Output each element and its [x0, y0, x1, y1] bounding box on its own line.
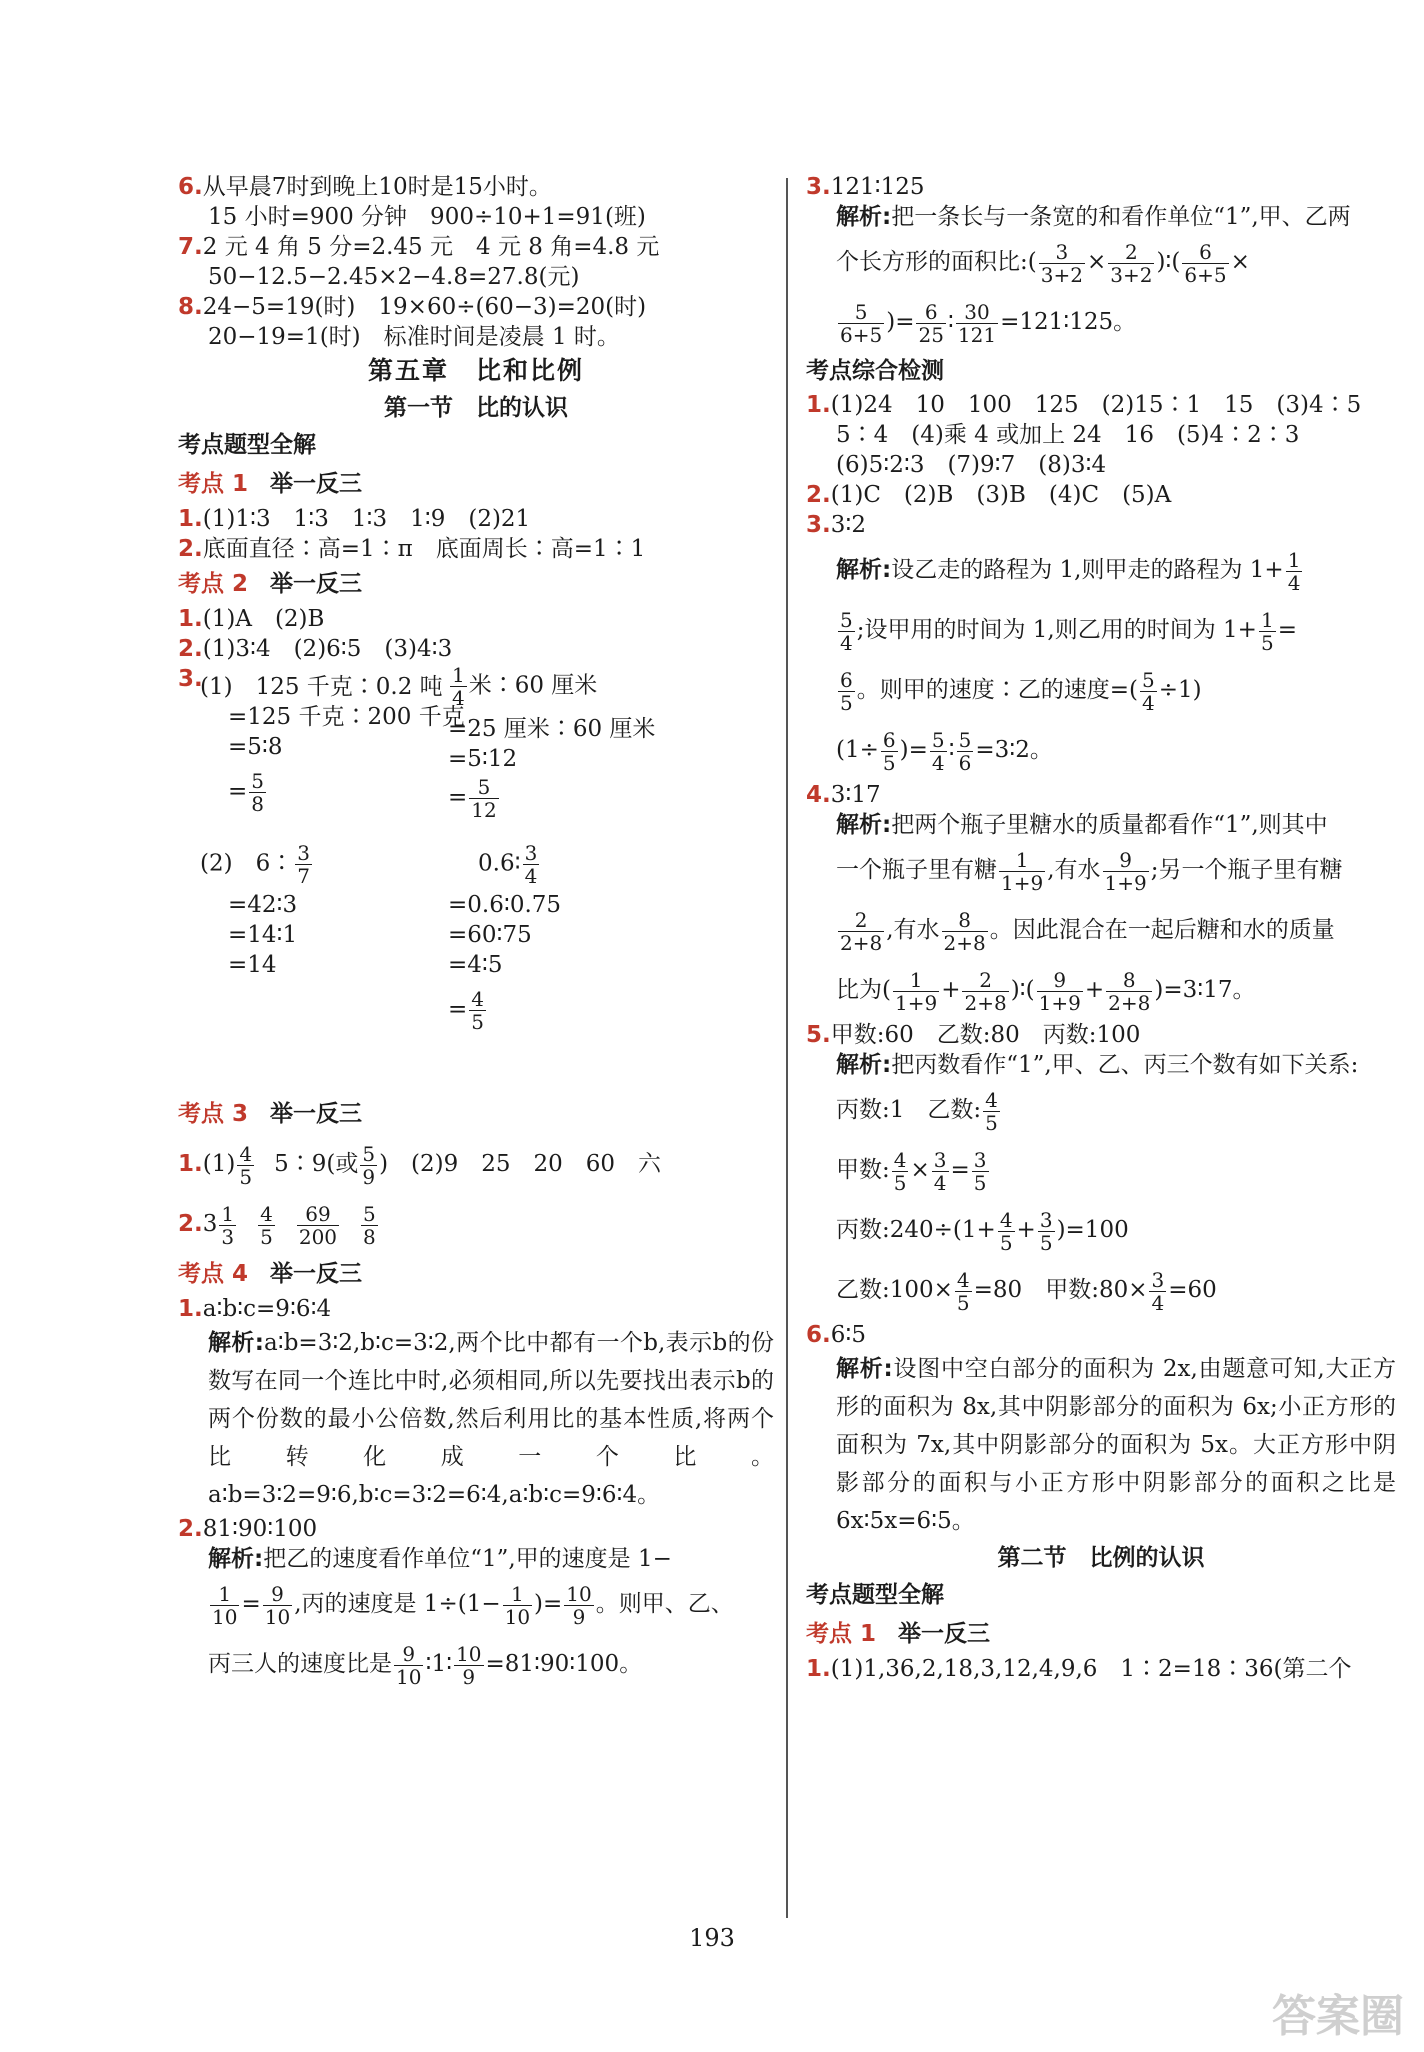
k4-analysis-2-line1: 解析:把乙的速度看作单位“1”,甲的速度是 1−: [208, 1546, 672, 1572]
check-answer-4-analysis-line1: 解析:把两个瓶子里糖水的质量都看作“1”,则其中: [836, 812, 1328, 838]
kaodian-4-header: 考点 4 举一反三: [178, 1261, 363, 1287]
fraction: $\frac{5}{12}$: [471, 775, 497, 822]
check-answer-6: 6.6∶5: [806, 1322, 867, 1348]
answer-3: 3.121∶125: [806, 174, 925, 200]
answer-3-analysis-line1: 解析:把一条长与一条宽的和看作单位“1”,甲、乙两: [836, 204, 1351, 230]
check-answer-3-analysis-line1: 解析:设乙走的路程为 1,则甲走的路程为 1+ $\frac{1}{4}$: [836, 547, 1301, 595]
fraction: $\frac{3}{7}$: [297, 841, 310, 888]
watermark-logo: 答案圈: [1272, 1991, 1404, 2042]
fraction: $\frac{3}{4}$: [524, 841, 538, 888]
answer-8-line2: 20−19=1(时) 标准时间是凌晨 1 时。: [208, 324, 620, 350]
kaodian-3-header: 考点 3 举一反三: [178, 1101, 363, 1127]
section2-k1-answer-1: 1.(1)1,36,2,18,3,12,4,9,6 1∶2=18∶36(第二个: [806, 1656, 1352, 1682]
fraction: $\frac{1}{4}$: [452, 663, 465, 710]
subsection-title: 考点题型全解: [178, 432, 316, 458]
check-answer-5: 5.甲数:60 乙数:80 丙数:100: [806, 1022, 1141, 1048]
check-answer-4: 4.3∶17: [806, 782, 881, 808]
item-number: 3.: [178, 666, 203, 692]
check-answer-6-analysis: 解析:设图中空白部分的面积为 2x,由题意可知,大正方形的面积为 8x,其中阴影部分的面积为 6x;小正方形的面积为 7x,其中阴影部分的面积为 5x。大正方形中阴影部分的面积与小正方形中阴影部分的面积之比是 6x∶5x=6∶5。: [836, 1356, 1396, 1534]
k3-answer-2: 2.3 $\frac{1}{3}$ $\frac{4}{5}$ $\frac{69}{200}$ $\frac{5}{8}$: [178, 1201, 376, 1249]
column-divider: [786, 178, 788, 1918]
section-2-title: 第二节 比例的认识: [997, 1545, 1205, 1571]
k4-answer-2: 2.81∶90∶100: [178, 1516, 318, 1542]
kaodian-1-header: 考点 1 举一反三: [178, 471, 363, 497]
k4-analysis-2-line3: 丙三人的速度比是 $\frac{9}{10}$ ∶1∶ $\frac{10}{9}$ =81∶90∶100。: [208, 1641, 643, 1689]
page-number: 193: [689, 1924, 735, 1952]
answer-3-analysis-line3: $\frac{5}{6+5}$ )= $\frac{6}{25}$ ∶ $\frac{30}{121}$ =121∶125。: [840, 299, 1137, 347]
k1-answer-2: 2.底面直径∶高=1∶π 底面周长∶高=1∶1: [178, 536, 646, 562]
answer-8: [178, 292, 774, 322]
check-answer-5-analysis-line3: 甲数: $\frac{4}{5}$ × $\frac{3}{4}$ = $\frac{3}{5}$: [836, 1147, 987, 1195]
check-answer-5-analysis-line2: 丙数:1 乙数: $\frac{4}{5}$: [836, 1087, 998, 1135]
fraction: $\frac{4}{5}$: [471, 987, 485, 1034]
check-answer-1: 1.(1)24 10 100 125 (2)15∶1 15 (3)4∶5: [806, 392, 1362, 418]
check-answer-3-analysis-line2: $\frac{5}{4}$ ;设甲用的时间为 1,则乙用的时间为 1+ $\frac{1}{5}$ =: [840, 607, 1297, 655]
right-column: [806, 172, 1396, 1684]
check-answer-4-analysis-line2: 一个瓶子里有糖 $\frac{1}{1+9}$ ,有水 $\frac{9}{1+9}$ ;另一个瓶子里有糖: [836, 847, 1343, 895]
check-answer-1-line3: (6)5∶2∶3 (7)9∶7 (8)3∶4: [836, 452, 1107, 478]
k3-answer-1: 1.(1) $\frac{4}{5}$ 5∶9(或 $\frac{5}{9}$ ) (2)9 25 20 60 六: [178, 1141, 662, 1189]
comprehensive-check-title: 考点综合检测: [806, 358, 944, 384]
subsection-2-title: 考点题型全解: [806, 1582, 944, 1608]
check-answer-5-analysis-line4: 丙数:240÷(1+ $\frac{4}{5}$ + $\frac{3}{5}$ )=100: [836, 1207, 1129, 1255]
k1-answer-1: 1.(1)1∶3 1∶3 1∶3 1∶9 (2)21: [178, 506, 531, 532]
item-number: 6.: [178, 174, 203, 200]
section-title: 第一节 比的认识: [384, 395, 568, 421]
answer-text: 从早晨7时到晚上10时是15小时。: [202, 174, 552, 200]
answer-7: [178, 232, 774, 262]
kaodian-2-header: 考点 2 举一反三: [178, 571, 363, 597]
k4-answer-1: 1.a∶b∶c=9∶6∶4: [178, 1296, 332, 1322]
fraction: $\frac{5}{8}$: [251, 769, 265, 816]
answer-text: 2 元 4 角 5 分=2.45 元 4 元 8 角=4.8 元: [202, 234, 660, 260]
item-number: 8.: [178, 294, 203, 320]
k2-answer-1: 1.(1)A (2)B: [178, 606, 325, 632]
check-answer-2: 2.(1)C (2)B (3)B (4)C (5)A: [806, 482, 1172, 508]
check-answer-4-analysis-line4: 比为( $\frac{1}{1+9}$ + $\frac{2}{2+8}$ )∶( $\frac{9}{1+9}$ + $\frac{8}{2+8}$ )=3∶17。: [836, 967, 1256, 1015]
check-answer-5-analysis-line5: 乙数:100× $\frac{4}{5}$ =80 甲数:80× $\frac{3}{4}$ =60: [836, 1267, 1217, 1315]
check-answer-4-analysis-line3: $\frac{2}{2+8}$ ,有水 $\frac{8}{2+8}$ 。因此混合在一起后糖和水的质量: [840, 907, 1335, 955]
answer-6-line2: 15 小时=900 分钟 900÷10+1=91(班): [208, 204, 646, 230]
k4-analysis-1: 解析:a∶b=3∶2,b∶c=3∶2,两个比中都有一个b,表示b的份数写在同一个连比中时,必须相同,所以先要找出表示b的两个份数的最小公倍数,然后利用比的基本性质,将两个比转化成一个比。a∶b=3∶2=9∶6,b∶c=3∶2=6∶4,a∶b∶c=9∶6∶4。: [208, 1330, 774, 1508]
answer-3-analysis-line2: 个长方形的面积比:( $\frac{3}{3+2}$ × $\frac{2}{3+2}$ )∶( $\frac{6}{6+5}$ ×: [836, 239, 1250, 287]
k2-answer-2: 2.(1)3∶4 (2)6∶5 (3)4∶3: [178, 636, 453, 662]
k4-analysis-2-line2: $\frac{1}{10}$ = $\frac{9}{10}$ ,丙的速度是 1÷(1− $\frac{1}{10}$ )= $\frac{10}{9}$ 。则甲、乙、: [212, 1581, 734, 1629]
check-answer-1-line2: 5∶4 (4)乘 4 或加上 24 16 (5)4∶2∶3: [836, 422, 1300, 448]
check-answer-3-analysis-line4: (1÷ $\frac{6}{5}$ )= $\frac{5}{4}$ ∶ $\frac{5}{6}$ =3∶2。: [836, 727, 1053, 775]
answer-6: [178, 172, 774, 202]
check-answer-3: 3.3∶2: [806, 512, 867, 538]
section2-kaodian-1-header: 考点 1 举一反三: [806, 1621, 991, 1647]
answer-7-line2: 50−12.5−2.45×2−4.8=27.8(元): [208, 264, 580, 290]
k2-answer-3-calculations: 3. (1) 125 千克∶0.2 吨 =125 千克∶200 千克 =5∶8 = $\frac{5}{8}$ $\frac{1}{4}$ 米∶60 厘米 =25 厘米∶60 厘米 =5∶12 = $\frac{5}{12}$ (2) 6∶ $\frac{3}{7}$ =42∶3 =14∶1 =14 0.6∶ $\frac{3}{4}$ =0.6∶0.75 =60∶75 =4∶5 = $\frac{4}{5}$: [178, 663, 656, 1034]
check-answer-3-analysis-line3: $\frac{6}{5}$ 。则甲的速度∶乙的速度=( $\frac{5}{4}$ ÷1): [840, 667, 1202, 715]
chapter-title: 第五章 比和比例: [367, 356, 584, 385]
item-number: 7.: [178, 234, 203, 260]
answer-text: 24−5=19(时) 19×60÷(60−3)=20(时): [202, 294, 647, 320]
check-answer-5-analysis-line1: 解析:把丙数看作“1”,甲、乙、丙三个数有如下关系:: [836, 1052, 1359, 1078]
left-column: [178, 172, 774, 1694]
